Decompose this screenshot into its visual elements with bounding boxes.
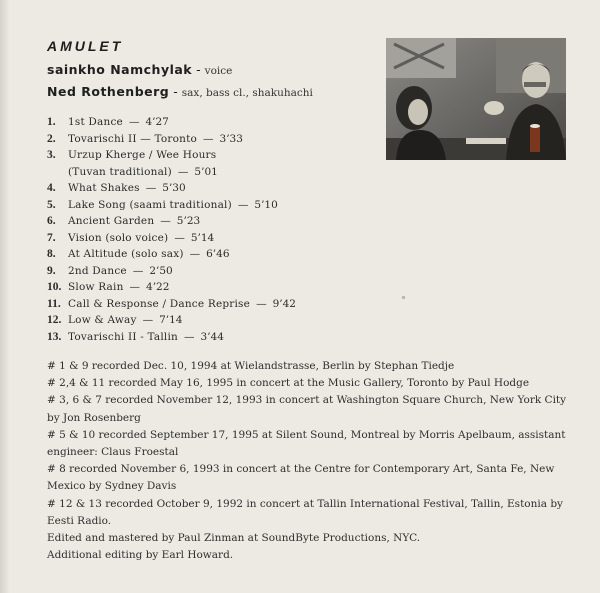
track-number: 2.: [47, 132, 56, 145]
track-item-continuation: [47, 164, 296, 181]
track-dash: —: [129, 281, 141, 293]
track-title: What Shakes: [68, 182, 140, 194]
performer-role: sax, bass cl., shakuhachi: [181, 87, 313, 99]
recording-note: # 8 recorded November 6, 1993 in concert at the Centre for Contemporary Art, Santa Fe, New Mexico by Sydney Davis: [47, 463, 555, 493]
track-duration: 7’14: [159, 314, 183, 326]
track-item: [47, 230, 296, 247]
track-item: [47, 329, 296, 346]
album-title: AMULET: [47, 38, 124, 54]
tracklist: [47, 114, 296, 345]
track-title: Call & Response / Dance Reprise: [68, 297, 251, 310]
track-dash: —: [128, 116, 140, 128]
track-number: 13.: [47, 330, 62, 343]
track-duration: 5’23: [176, 215, 201, 227]
track-item: [47, 197, 296, 214]
track-dash: —: [184, 330, 195, 343]
track-number: 4.: [47, 182, 56, 194]
track-number: 9.: [47, 264, 56, 277]
band-photo-image: [386, 38, 566, 160]
track-title: Slow Rain: [68, 281, 124, 293]
track-number: 12.: [47, 314, 62, 326]
track-title: Ancient Garden: [68, 215, 155, 227]
track-item: [47, 180, 296, 197]
track-item: [47, 312, 296, 329]
performer-role: voice: [204, 65, 233, 77]
credit-performer-2: [47, 84, 313, 99]
track-number: 10.: [47, 281, 62, 293]
track-title: 1st Dance: [68, 116, 123, 128]
track-dash: —: [132, 264, 144, 277]
track-duration: 3’33: [219, 132, 243, 145]
track-title: Tovarischi II - Tallin: [68, 330, 179, 343]
track-number: 7.: [47, 231, 56, 244]
recording-note: # 2,4 & 11 recorded May 16, 1995 in concert at the Music Gallery, Toronto by Paul Hodge: [47, 377, 530, 390]
track-item: [47, 213, 296, 230]
track-duration: 5’30: [162, 182, 186, 194]
recording-notes: [47, 358, 577, 564]
track-duration: 5’14: [190, 231, 215, 244]
track-dash: —: [142, 314, 154, 326]
track-duration: 5’10: [254, 198, 278, 211]
editing-credit: Additional editing by Earl Howard.: [47, 549, 234, 562]
track-duration: 3’44: [200, 330, 224, 343]
track-duration: 2’50: [149, 264, 173, 277]
recording-note: # 5 & 10 recorded September 17, 1995 at Silent Sound, Montreal by Morris Apelbaum, assistant engineer: Claus Froestal: [47, 428, 566, 459]
track-title: Lake Song (saami traditional): [68, 198, 232, 211]
recording-note: # 12 & 13 recorded October 9, 1992 in concert at Tallin International Festival, Tallin, Estonia by Eesti Radio.: [47, 497, 563, 527]
performer-name: Ned Rothenberg: [47, 84, 170, 99]
track-item: [47, 246, 296, 263]
track-item: [47, 263, 296, 280]
page-edge-shadow: [0, 0, 10, 593]
track-number: 1.: [47, 116, 56, 128]
track-number: 5.: [47, 198, 56, 211]
track-title: 2nd Dance: [68, 264, 127, 277]
track-dash: —: [256, 297, 267, 310]
track-dash: —: [237, 198, 249, 211]
track-title: At Altitude (solo sax): [68, 248, 184, 260]
track-title: Vision (solo voice): [68, 231, 169, 244]
credit-separator: -: [196, 62, 201, 77]
mastering-credit: Edited and mastered by Paul Zinman at SoundByte Productions, NYC.: [47, 532, 421, 545]
track-item: [47, 279, 296, 296]
track-duration: 4’27: [145, 116, 169, 128]
credit-separator: -: [173, 84, 178, 99]
performer-name: sainkho Namchylak: [47, 62, 193, 77]
recording-note: # 3, 6 & 7 recorded November 12, 1993 in concert at Washington Square Church, New York City by Jon Rosenberg: [47, 394, 567, 424]
track-dash: —: [189, 248, 201, 260]
track-duration: 6’46: [206, 248, 230, 260]
track-number: 8.: [47, 248, 56, 260]
track-item: [47, 114, 296, 131]
track-dash: —: [174, 231, 185, 244]
paper-speck: [402, 296, 405, 299]
track-title: Low & Away: [68, 314, 137, 326]
track-title: Tovarischi II — Toronto: [68, 132, 198, 145]
track-item: [47, 131, 296, 148]
track-duration: 5’01: [194, 165, 218, 178]
track-title-continuation: (Tuvan traditional): [68, 165, 172, 178]
track-dash: —: [145, 182, 157, 194]
track-dash: —: [203, 132, 214, 145]
band-photo: [386, 38, 566, 160]
track-item: [47, 296, 296, 313]
track-dash: —: [160, 215, 171, 227]
track-item: [47, 147, 296, 164]
credit-performer-1: [47, 62, 232, 77]
track-number: 11.: [47, 297, 61, 310]
track-dash: —: [177, 165, 189, 178]
track-number: 3.: [47, 149, 56, 161]
track-duration: 4’22: [146, 281, 170, 293]
track-title: Urzup Kherge / Wee Hours: [68, 149, 217, 161]
track-duration: 9’42: [272, 297, 296, 310]
track-number: 6.: [47, 215, 56, 227]
recording-note: # 1 & 9 recorded Dec. 10, 1994 at Wielandstrasse, Berlin by Stephan Tiedje: [47, 360, 455, 372]
